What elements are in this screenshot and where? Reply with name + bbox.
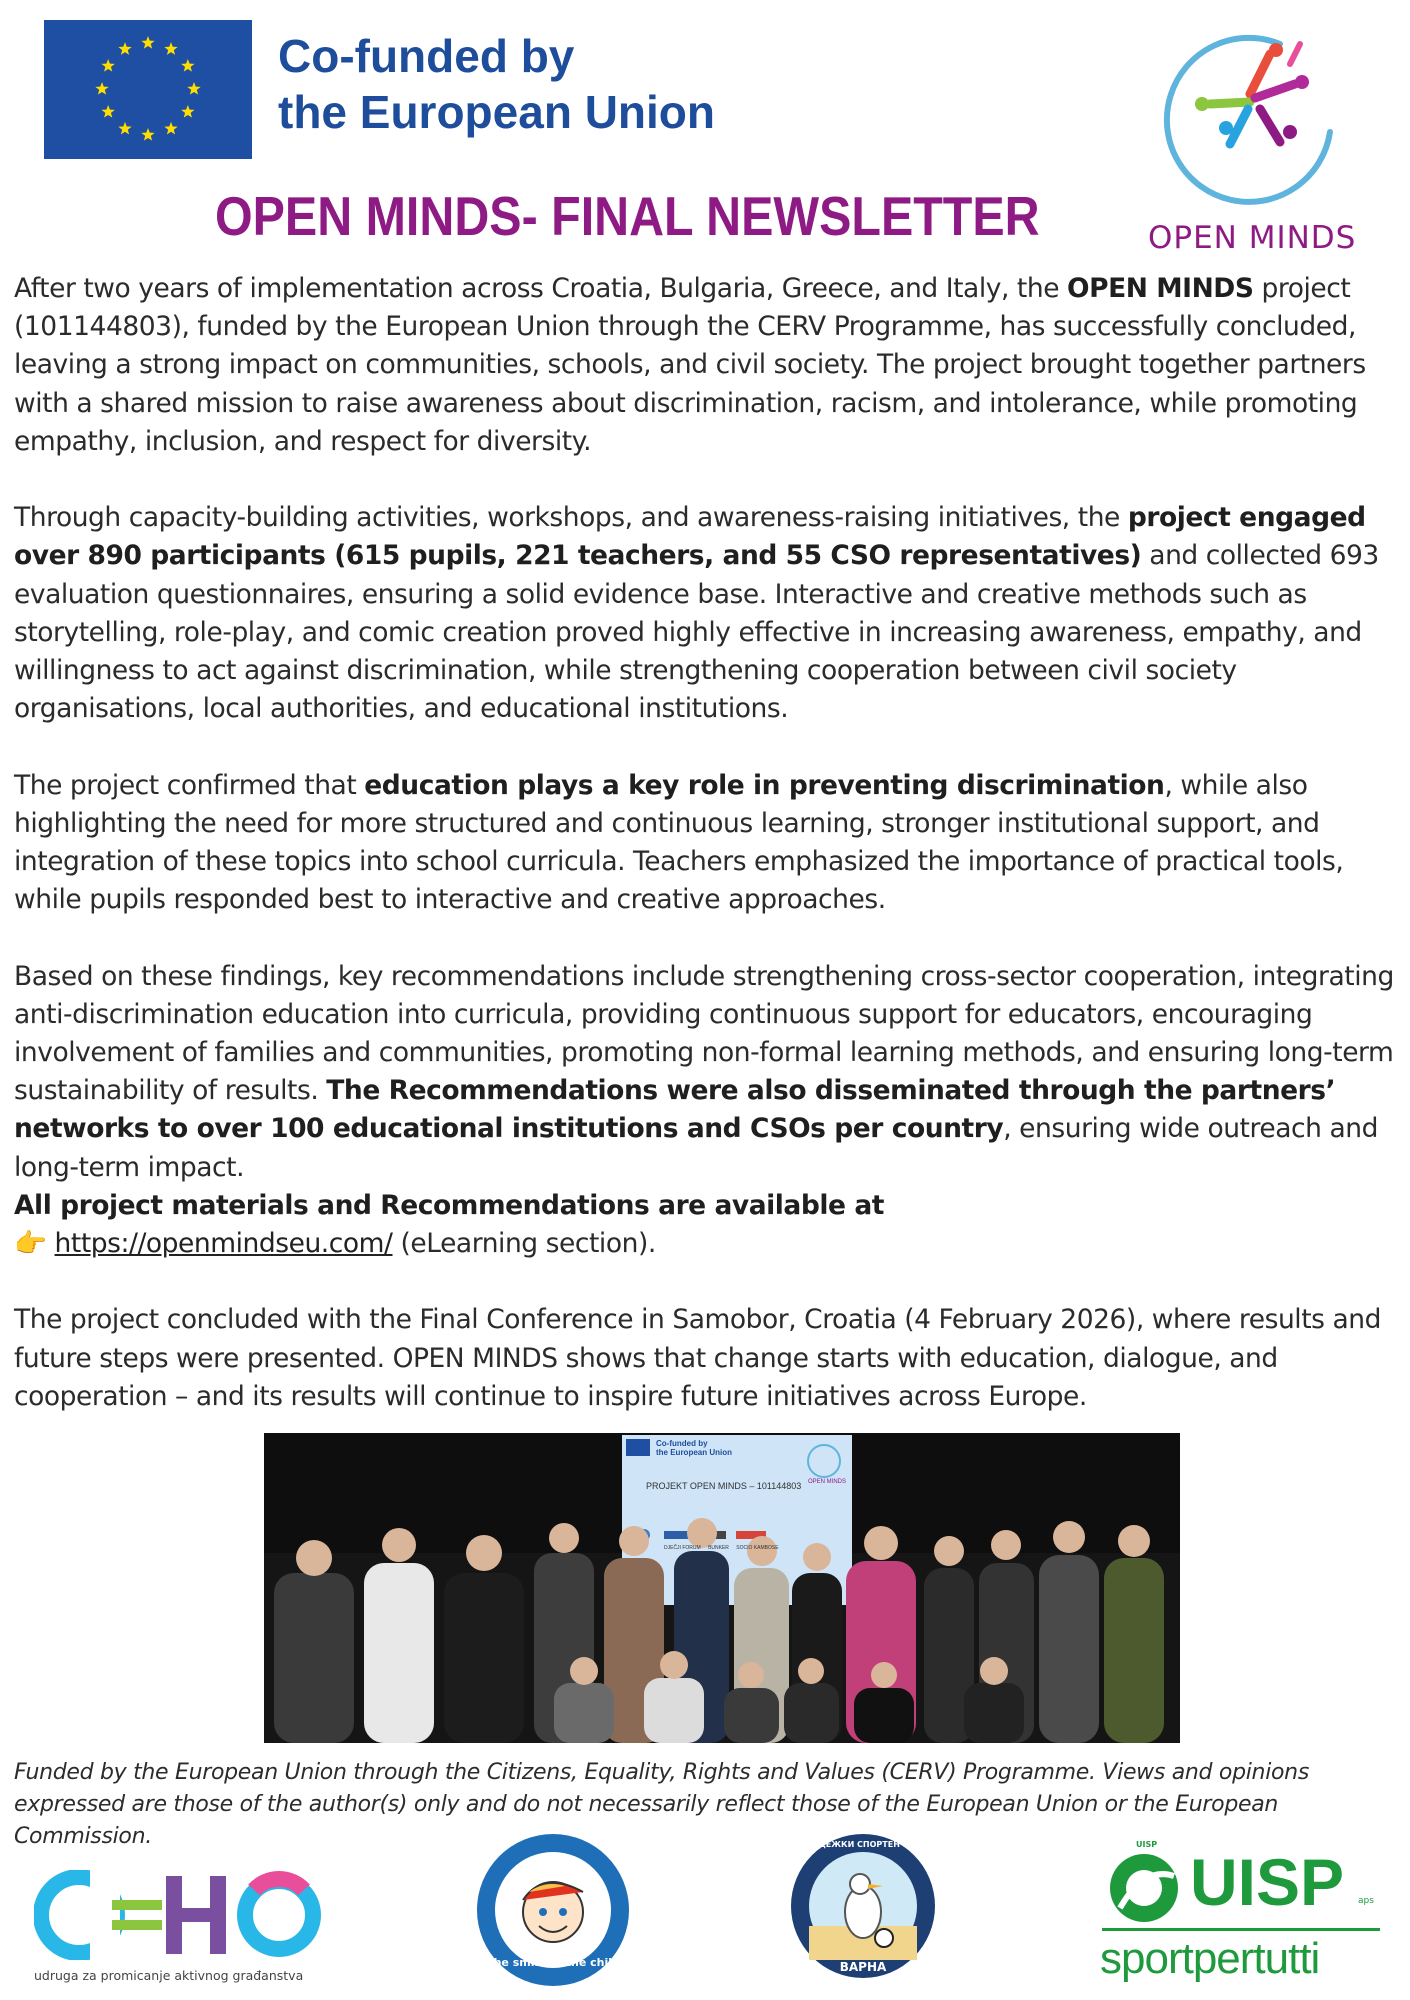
p2-text-c: and collected 693 evaluation questionnaires, ensuring a solid evidence base. Interactive and creative methods such as storytelling, role-play, and comic creation proved highly effective in increasing awareness, empathy, and willingness to act against discrimination, while strengthening cooperation between civil society organisations, local authorities, and educational institutions. — [14, 540, 1379, 725]
screen-eu-text — [656, 1439, 732, 1457]
paragraph-5: The project concluded with the Final Conference in Samobor, Croatia (4 February 2026), where results and future steps were presented. OPEN MINDS shows that change starts with education, dialogue, and cooperation – and its results will continue to inspire future initiatives across Europe. — [14, 1304, 1381, 1412]
p1-text-c: project (101144803), funded by the European Union through the CERV Programme, has successfully concluded, leaving a strong impact on communities, schools, and civil society. The project brought together partners with a shared mission to raise awareness about discrimination, racism, and intolerance, while promoting empathy, inclusion, and respect for diversity. — [14, 273, 1366, 457]
p3-text-c: , while also highlighting the need for more structured and continuous learning, stronger institutional support, and integration of these topics into school curricula. Teachers emphasized the importance of practical tools, while pupils responded best to interactive and creative approaches. — [14, 769, 1344, 916]
screen-logo-text: OPEN MINDS — [808, 1479, 847, 1485]
varna-club-logo — [788, 1826, 938, 1996]
pointing-hand-icon: 👉 — [14, 1228, 47, 1260]
varna-top-text: МЛАДЕЖКИ СПОРТЕН КЛУБ — [797, 1840, 929, 1849]
smile-name: The smile of the child — [486, 1956, 620, 1969]
screen-eu-line-2: the European Union — [656, 1448, 732, 1457]
uisp-small-top: UISP — [1136, 1840, 1158, 1849]
link-suffix: (eLearning section). — [392, 1228, 656, 1260]
newsletter-body — [14, 270, 1404, 1416]
varna-bottom-text: ВАРНА — [839, 1960, 887, 1974]
funding-disclaimer: Funded by the European Union through the Citizens, Equality, Rights and Values (CERV) Programme. Views and opinions expressed are those of the author(s) only and do not necessarily reflect those of the European Union or the European Commission. — [14, 1760, 1309, 1849]
uisp-sub: sportpertutti — [1100, 1934, 1320, 1983]
eu-line-2: the European Union — [278, 86, 715, 138]
echo-logo — [34, 1870, 334, 1983]
eu-line-1: Co-funded by — [278, 30, 575, 82]
paragraph-1 — [14, 270, 1404, 461]
website-link[interactable]: https://openmindseu.com/ — [54, 1228, 393, 1260]
p3-text-a: The project confirmed that — [14, 769, 365, 801]
conference-group-photo — [264, 1433, 1180, 1743]
p4-text-c: , ensuring wide outreach and long-term impact. — [14, 1113, 1378, 1183]
p2-text-a: Through capacity-building activities, workshops, and awareness-raising initiatives, the — [14, 502, 1128, 534]
eu-flag-icon — [44, 20, 252, 159]
uisp-aps: aps — [1358, 1896, 1374, 1906]
paragraph-3 — [14, 767, 1404, 920]
eu-cofunded-text — [278, 28, 715, 140]
open-minds-logo-icon — [1150, 14, 1360, 254]
p1-bold: OPEN MINDS — [1067, 273, 1254, 304]
screen-partner-2: BUNKER — [708, 1545, 729, 1551]
paragraph-2 — [14, 499, 1404, 728]
p4-text-a: Based on these findings, key recommendations include strengthening cross-sector cooperation, integrating anti-discrimination education into curricula, providing continuous support for educators, encouraging involvement of families and communities, promoting non-formal learning methods, and ensuring long-term sustainability of results. — [14, 960, 1394, 1107]
screen-partner-row — [664, 1545, 779, 1551]
screen-title: PROJEKT OPEN MINDS – 101144803 — [646, 1481, 802, 1491]
screen-partner-1: DJEČJI FORUM — [664, 1545, 701, 1551]
uisp-name: UISP — [1190, 1845, 1345, 1919]
echo-tagline: udruga za promicanje aktivnog građanstva — [34, 1968, 304, 1983]
p3-bold: education plays a key role in preventing discrimination — [364, 769, 1165, 801]
uisp-divider — [1102, 1928, 1380, 1931]
uisp-logo — [1100, 1840, 1390, 1996]
materials-note: All project materials and Recommendations are available at — [14, 1189, 884, 1221]
p1-text-a: After two years of implementation across Croatia, Bulgaria, Greece, and Italy, the — [14, 273, 1068, 304]
screen-eu-line-1: Co-funded by — [656, 1439, 708, 1448]
paragraph-4 — [14, 958, 1404, 1264]
open-minds-logo-text: OPEN MINDS — [1148, 220, 1357, 256]
page-title: OPEN MINDS- FINAL NEWSLETTER — [215, 185, 1040, 247]
p2-bold: project engaged over 890 participants (615 pupils, 221 teachers, and 55 CSO representatives) — [14, 502, 1366, 572]
smile-of-the-child-logo — [473, 1830, 633, 1990]
screen-partner-3: SOCIO KAMBOSE — [736, 1545, 779, 1551]
p4-bold: The Recommendations were also disseminated through the partners’ networks to over 100 educational institutions and CSOs per country — [14, 1075, 1336, 1145]
